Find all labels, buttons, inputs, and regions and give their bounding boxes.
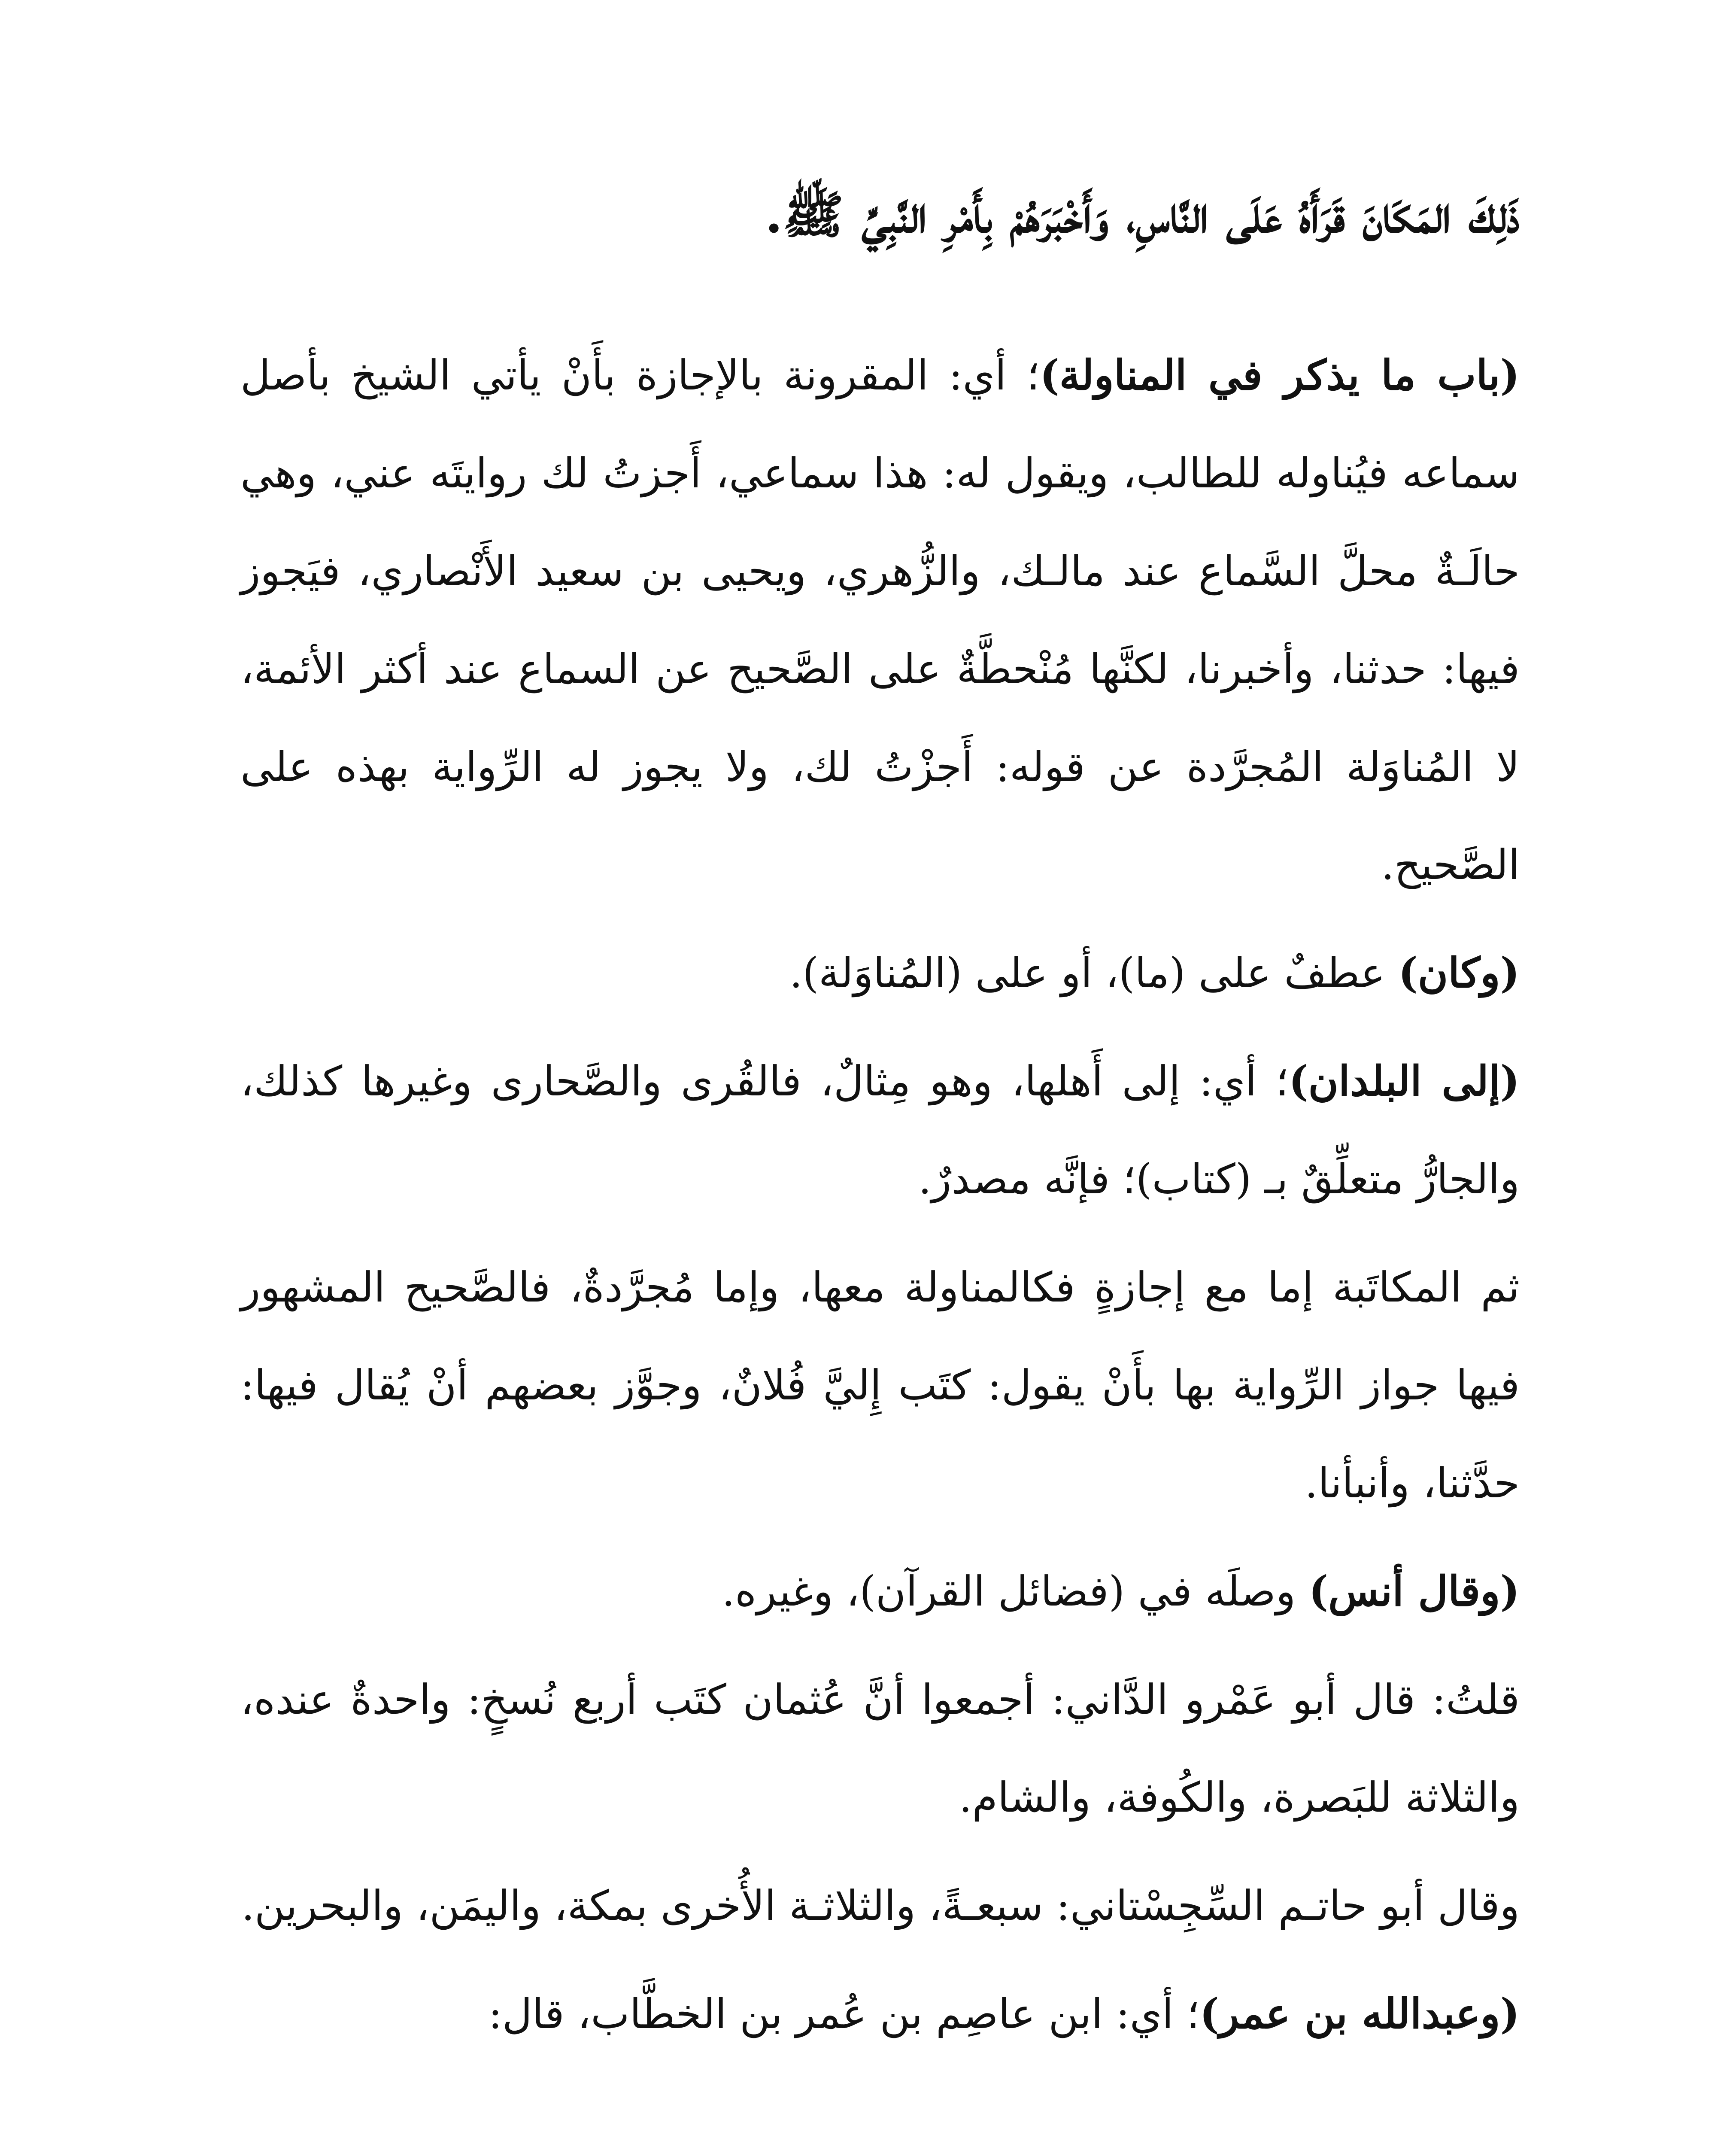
- bold-lemma: (وعبدالله بن عمر): [1199, 1989, 1520, 2038]
- paragraph-mukataba: [240, 1238, 1520, 1532]
- paragraph-munawala: [240, 326, 1520, 914]
- paragraph-text: وصلَه في (فضائل القرآن)، وغيره.: [722, 1567, 1309, 1615]
- paragraph-text: ؛ أي: إلى أَهلها، وهو مِثالٌ، فالقُرى والصَّحارى وغيرها كذلك، والجارُّ متعلِّقٌ بـ (كتاب)؛ فإنَّه مصدرٌ.: [240, 1057, 1520, 1203]
- paragraph-text: وقال أبو حاتـم السِّجِسْتاني: سبعـةً، والثلاثـة الأُخرى بمكة، واليمَن، والبحرين.: [241, 1882, 1520, 1930]
- paragraph-text: ؛ أي: المقرونة بالإجازة بأَنْ يأتي الشيخ بأصل سماعه فيُناوله للطالب، ويقول له: هذا سماعي، أَجزتُ لك روايتَه عني، وهي حالَـةٌ محلَّ السَّماع عند مالـك، والزُّهري، ويحيى بن سعيد الأَنْصاري، فيَجوز فيها: حدثنا، وأخبرنا، لكنَّها مُنْحطَّةٌ على الصَّحيح عن السماع عند أكثر الأئمة، لا المُناوَلة المُجرَّدة عن قوله: أَجزْتُ لك، ولا يجوز له الرِّواية بهذه على الصَّحيح.: [240, 351, 1520, 889]
- bold-lemma: (باب ما يذكر في المناولة): [1040, 351, 1520, 399]
- paragraph-sijistani: [240, 1857, 1520, 1955]
- paragraph-text: عطفٌ على (ما)، أو على (المُناوَلة).: [789, 949, 1399, 997]
- paragraph-dani: [240, 1651, 1520, 1846]
- paragraph-text: ثم المكاتَبة إما مع إجازةٍ فكالمناولة معها، وإما مُجرَّدةٌ، فالصَّحيح المشهور فيها جواز الرِّواية بها بأَنْ يقول: كتَب إِليَّ فُلانٌ، وجوَّز بعضهم أنْ يُقال فيها: حدَّثنا، وأنبأنا.: [240, 1263, 1520, 1507]
- paragraph-wa-kana: [240, 924, 1520, 1022]
- continuation-line: ذَلِكَ المَكَانَ قَرَأَهُ عَلَى النَّاسِ، وَأَخْبَرَهُمْ بِأَمْرِ النَّبِيِّ ﷺ.: [765, 185, 1520, 244]
- paragraph-abdullah: [240, 1965, 1520, 2063]
- bold-lemma: (وقال أنس): [1308, 1567, 1520, 1615]
- paragraph-text: ؛ أي: ابن عاصِم بن عُمر بن الخطَّاب، قال:: [488, 1990, 1200, 2038]
- paragraph-anas: [240, 1542, 1520, 1640]
- bold-lemma: (إلى البلدان): [1289, 1057, 1520, 1105]
- bold-lemma: (وكان): [1398, 949, 1520, 997]
- paragraph-buldan: [240, 1032, 1520, 1228]
- paragraph-text: قلتُ: قال أبو عَمْرو الدَّاني: أجمعوا أنَّ عُثمان كتَب أربع نُسخٍ: واحدةٌ عنده، والثلاثة للبَصرة، والكُوفة، والشام.: [240, 1676, 1520, 1822]
- commentary-text: [240, 326, 1520, 2063]
